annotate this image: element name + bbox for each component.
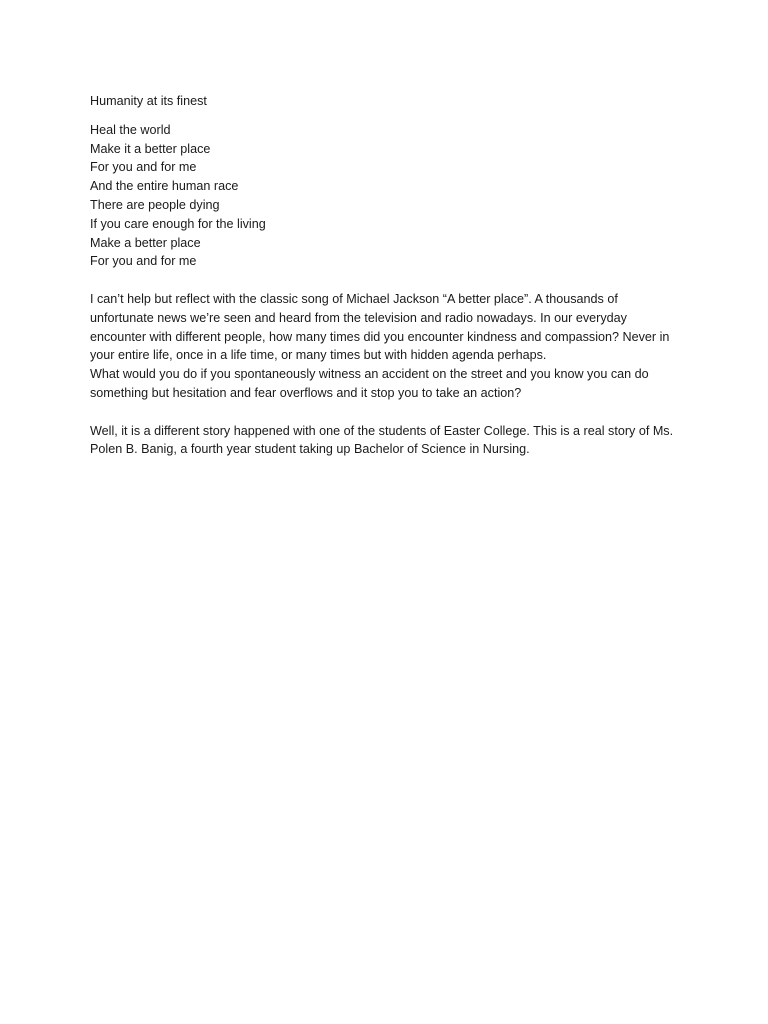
lyric-line: For you and for me (90, 254, 197, 269)
body-paragraph-story: Well, it is a different story happened with one of the students of Easter College. This is a real story of Ms. Polen B. Banig, a fourth year student taking up Bachelor of Science in Nursing. (90, 423, 674, 457)
lyric-line: And the entire human race (90, 179, 239, 194)
lyric-line: If you care enough for the living (90, 216, 266, 231)
lyric-line: Make it a better place (90, 141, 211, 156)
lyric-line: For you and for me (90, 160, 197, 175)
body-paragraph-reflection: I can’t help but reflect with the classic song of Michael Jackson “A better place”. A thousands of unfortunate news we’re seen and heard from the television and radio nowadays. In our everyday encounter with different people, how many times did you encounter kindness and compassion? Never in your entire life, once in a life time, or many times but with hidden agenda perhaps. (90, 291, 670, 363)
lyric-line: Make a better place (90, 235, 201, 250)
document-title: Humanity at its finest (90, 94, 207, 108)
body-paragraph-question: What would you do if you spontaneously witness an accident on the street and you know you can do something but hesitation and fear overflows and it stop you to take an action? (90, 367, 649, 400)
lyric-line: Heal the world (90, 122, 171, 137)
lyric-line: There are people dying (90, 197, 220, 212)
song-lyrics (90, 121, 678, 271)
